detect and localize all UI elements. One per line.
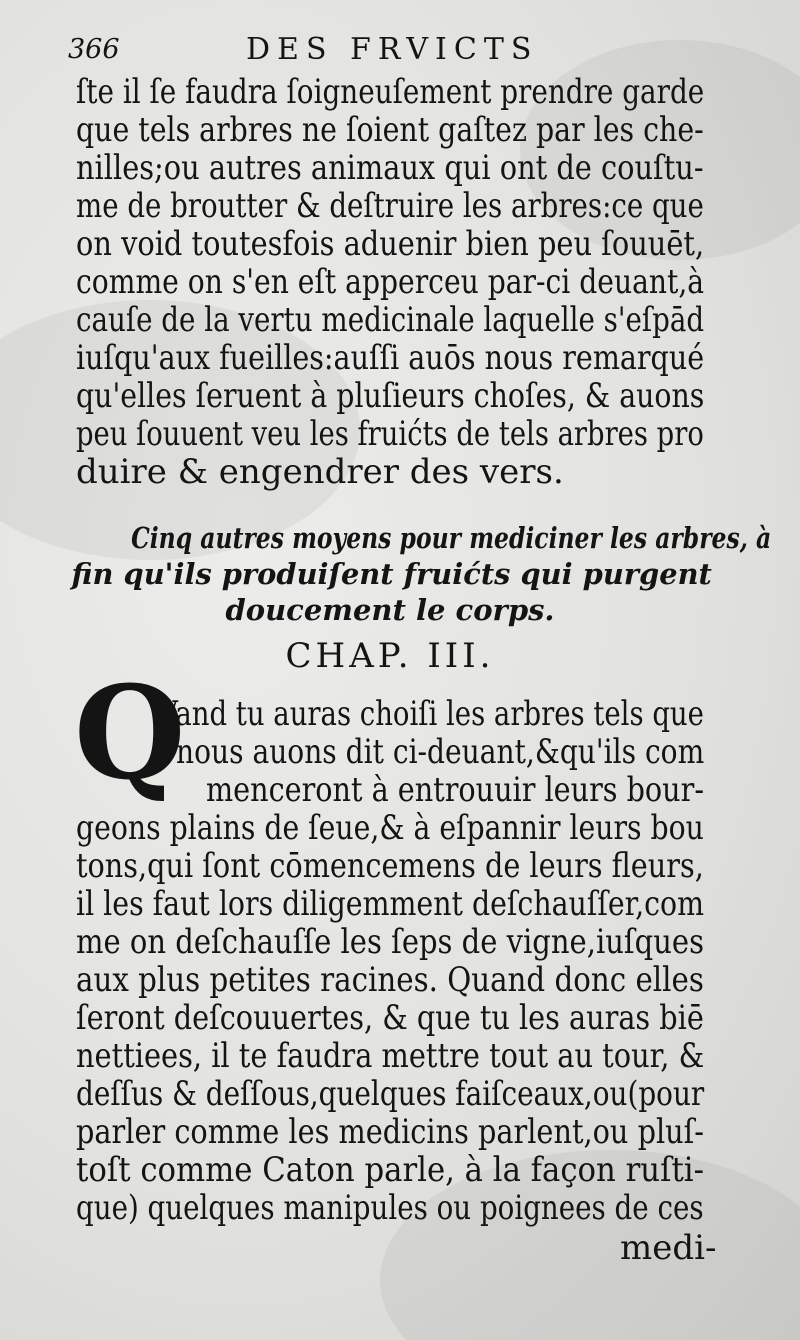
text-line: ſeront deſcouuertes, & que tu les auras biē <box>76 998 704 1038</box>
drop-capital: Q <box>74 659 186 809</box>
text-line: comme on s'en eſt apperceu par-ci deuant,à <box>76 262 705 302</box>
text-line: cauſe de la vertu medicinale laquelle s'eſpād <box>76 300 705 340</box>
text-line: me on deſchauſſe les ſeps de vigne,iuſques <box>76 922 704 962</box>
text-line: peu ſouuent veu les fruićts de tels arbres pro <box>76 414 704 454</box>
text-line: on void toutesfois aduenir bien peu ſouuēt, <box>76 224 705 264</box>
text-line: iuſqu'aux fueilles:auſſi auōs nous remarqué <box>76 338 705 378</box>
text-line: que) quelques manipules ou poignees de ces <box>76 1188 704 1228</box>
heading-line: doucement le corps. <box>225 593 555 627</box>
text-line: aux plus petites racines. Quand donc elles <box>76 960 704 1000</box>
text-line: nous auons dit ci-deuant,&qu'ils com <box>176 732 705 772</box>
text-line: tons,qui ſont cōmencemens de leurs fleurs, <box>76 846 704 886</box>
text-line: Vand tu auras choiſi les arbres tels que <box>158 694 704 734</box>
text-line: deſſus & deſſous,quelques faiſceaux,ou(pour <box>76 1074 705 1114</box>
text-line: qu'elles ſeruent à pluſieurs choſes, & auons <box>76 376 705 416</box>
text-line: il les faut lors diligemment deſchauſſer,com <box>76 884 705 924</box>
text-line: toſt comme Caton parle, à la façon ruſti- <box>76 1150 704 1190</box>
text-line: geons plains de ſeue,& à eſpannir leurs bou <box>76 808 704 848</box>
heading-line: Cinq autres moyens pour mediciner les arbres, à <box>131 521 772 555</box>
text-line: que tels arbres ne ſoient gaſtez par les che- <box>76 110 704 150</box>
running-title: DES FRVICTS <box>246 32 539 67</box>
catchword: medi- <box>620 1228 717 1268</box>
page-number: 366 <box>68 34 120 65</box>
text-line: me de broutter & deſtruire les arbres:ce que <box>76 186 704 226</box>
chapter-label: CHAP. III. <box>285 636 495 676</box>
heading-line: fin qu'ils produiſent fruićts qui purgent <box>71 557 712 591</box>
text-line: nettiees, il te faudra mettre tout au tour, & <box>76 1036 705 1076</box>
text-line: nilles;ou autres animaux qui ont de couſtu- <box>76 148 704 188</box>
text-line: ſte il ſe faudra ſoigneuſement prendre garde <box>76 72 705 112</box>
text-line: parler comme les medicins parlent,ou pluſ- <box>76 1112 705 1152</box>
text-line: menceront à entrouuir leurs bour- <box>206 770 704 810</box>
text-line: duire & engendrer des vers. <box>76 452 564 492</box>
page-header <box>68 28 568 68</box>
